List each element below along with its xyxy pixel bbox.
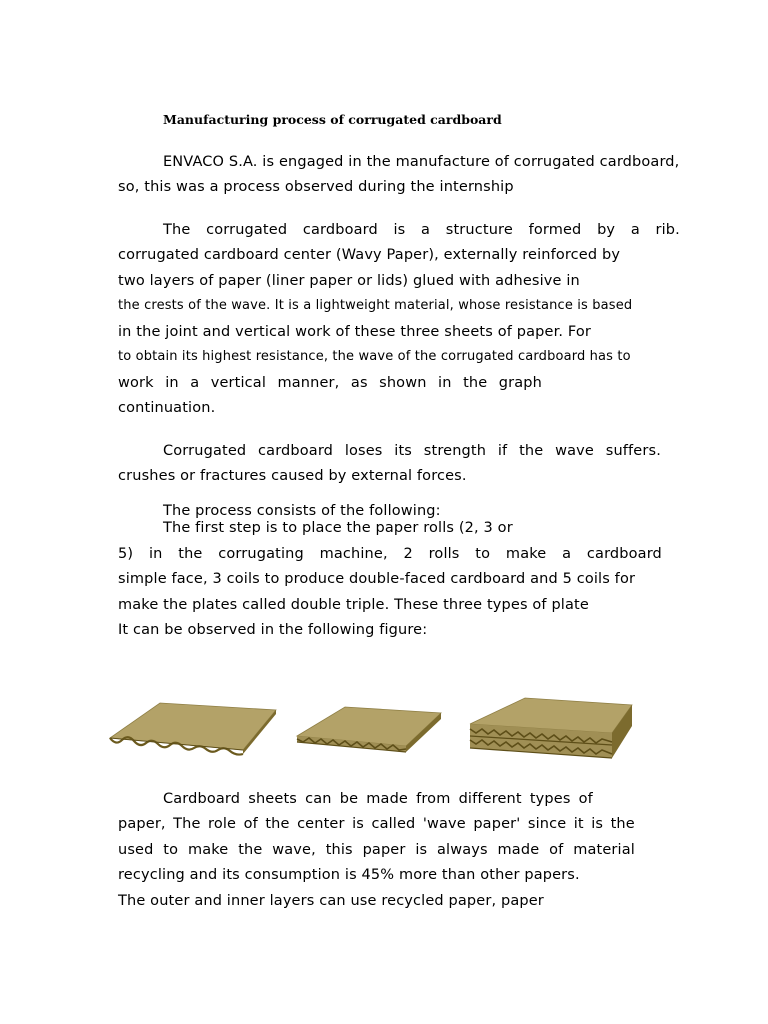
- paragraph-4-line-1: The process consists of the following:: [163, 503, 441, 519]
- word: make: [187, 842, 229, 858]
- word: from: [416, 791, 451, 807]
- word: rib.: [655, 222, 680, 238]
- word: types: [529, 791, 571, 807]
- word: role: [208, 816, 237, 832]
- word: a: [190, 375, 200, 391]
- word: is: [415, 842, 428, 858]
- paragraph-2-line-3: two layers of paper (liner paper or lids) glued with adhesive in: [118, 273, 580, 289]
- word: made: [366, 791, 409, 807]
- word: a: [562, 546, 572, 562]
- paragraph-2-line-2: corrugated cardboard center (Wavy Paper), externally reinforced by: [118, 247, 621, 263]
- word: is: [591, 816, 604, 832]
- word: the: [610, 816, 635, 832]
- word: to: [163, 842, 179, 858]
- word: different: [458, 791, 522, 807]
- double-face-cardboard-image: [297, 707, 441, 752]
- word: material: [573, 842, 635, 858]
- cardboard-types-figure: [100, 688, 645, 778]
- word: a: [630, 222, 640, 238]
- word: can: [305, 791, 332, 807]
- word: machine,: [319, 546, 388, 562]
- word: paper': [473, 816, 521, 832]
- document-title: Manufacturing process of corrugated cardboard: [163, 112, 502, 127]
- paragraph-4-line-2: The first step is to place the paper rolls (2, 3 or: [163, 520, 513, 536]
- word: a: [421, 222, 431, 238]
- paragraph-2-line-8: continuation.: [118, 400, 216, 416]
- word: wave,: [272, 842, 316, 858]
- paragraph-1-line-2: so, this was a process observed during the internship: [118, 179, 514, 195]
- paragraph-2-line-5: in the joint and vertical work of these three sheets of paper. For: [118, 324, 591, 340]
- word: sheets: [248, 791, 297, 807]
- word: vertical: [210, 375, 266, 391]
- word: The: [163, 222, 191, 238]
- word: the: [178, 546, 203, 562]
- word: cardboard: [258, 443, 334, 459]
- word: the: [238, 842, 263, 858]
- word: 'wave: [422, 816, 466, 832]
- word: paper: [362, 842, 406, 858]
- paragraph-2-line-4: the crests of the wave. It is a lightweight material, whose resistance is based: [118, 298, 633, 313]
- word: in: [148, 546, 163, 562]
- paragraph-3-line-1: [163, 442, 661, 460]
- word: 2: [403, 546, 413, 562]
- word: rolls: [428, 546, 460, 562]
- paragraph-1-line-1: ENVACO S.A. is engaged in the manufacture of corrugated cardboard,: [163, 154, 680, 170]
- word: corrugating: [218, 546, 304, 562]
- word: work: [118, 375, 154, 391]
- word: formed: [528, 222, 582, 238]
- paragraph-5-line-2: [118, 815, 635, 833]
- paragraph-4-line-3: [118, 545, 662, 563]
- word: is: [393, 222, 406, 238]
- word: in: [438, 375, 452, 391]
- word: strength: [423, 443, 487, 459]
- word: suffers.: [605, 443, 661, 459]
- word: made: [497, 842, 540, 858]
- word: called: [371, 816, 416, 832]
- single-face-cardboard-image: [110, 703, 276, 755]
- word: wave: [555, 443, 594, 459]
- word: is: [352, 816, 364, 832]
- paragraph-2-line-1: [163, 221, 680, 239]
- word: Cardboard: [163, 791, 241, 807]
- word: by: [597, 222, 616, 238]
- word: cardboard: [586, 546, 662, 562]
- paragraph-5-line-5: The outer and inner layers can use recycled paper, paper: [118, 893, 544, 909]
- word: its: [394, 443, 413, 459]
- word: it: [573, 816, 584, 832]
- word: cardboard: [302, 222, 378, 238]
- paragraph-5-line-1: [163, 790, 593, 808]
- word: of: [578, 791, 593, 807]
- word: Corrugated: [163, 443, 247, 459]
- word: since: [527, 816, 567, 832]
- word: The: [173, 816, 201, 832]
- paragraph-2-line-7: [118, 374, 542, 392]
- paragraph-4-line-6: It can be observed in the following figure:: [118, 622, 428, 638]
- word: center: [297, 816, 345, 832]
- word: the: [463, 375, 488, 391]
- word: 5): [118, 546, 134, 562]
- word: structure: [445, 222, 513, 238]
- word: used: [118, 842, 154, 858]
- paragraph-5-line-3: [118, 841, 635, 859]
- word: shown: [379, 375, 427, 391]
- word: if: [497, 443, 508, 459]
- word: the: [519, 443, 544, 459]
- word: this: [325, 842, 353, 858]
- word: in: [165, 375, 179, 391]
- word: be: [339, 791, 359, 807]
- word: graph: [498, 375, 542, 391]
- word: make: [505, 546, 547, 562]
- word: of: [549, 842, 564, 858]
- word: loses: [344, 443, 383, 459]
- paragraph-2-line-6: to obtain its highest resistance, the wave of the corrugated cardboard has to: [118, 349, 631, 364]
- word: paper,: [118, 816, 166, 832]
- word: the: [265, 816, 290, 832]
- word: as: [350, 375, 368, 391]
- word: to: [475, 546, 491, 562]
- word: always: [437, 842, 488, 858]
- word: manner,: [277, 375, 340, 391]
- paragraph-5-line-4: recycling and its consumption is 45% more than other papers.: [118, 867, 580, 883]
- paragraph-4-line-5: make the plates called double triple. These three types of plate: [118, 597, 589, 613]
- paragraph-3-line-2: crushes or fractures caused by external forces.: [118, 468, 467, 484]
- word: of: [243, 816, 258, 832]
- word: corrugated: [206, 222, 288, 238]
- paragraph-4-line-4: simple face, 3 coils to produce double-faced cardboard and 5 coils for: [118, 571, 636, 587]
- double-triple-cardboard-image: [470, 698, 632, 758]
